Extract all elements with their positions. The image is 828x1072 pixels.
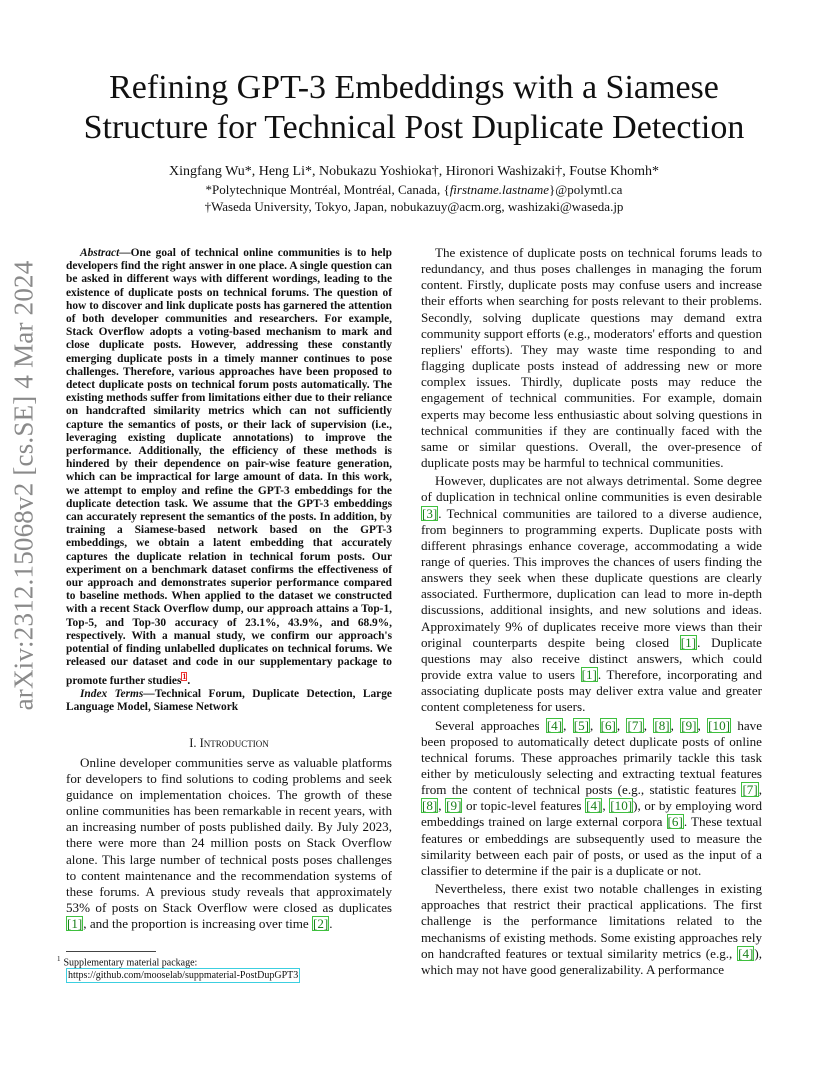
citation-link[interactable]: [5] (573, 717, 589, 733)
section-heading-introduction: I. Introduction (189, 736, 269, 750)
citation-link[interactable]: [1] (581, 667, 597, 683)
introduction-paragraph: Online developer communities serve as valuable platforms for developers to find solutions to coding problems and seek guidance on implementation choices. The growth of these online communities has been remarkable in recent years, with an increasing number of posts published daily. By July 2023, there were more than 24 million posts on Stack Overflow alone. This large number of technical posts poses challenges to content maintenance and the recommendation systems of these forums. A previous study reveals that approximately 53% of posts on Stack Overflow were closed as duplicates [1], and the proportion is increasing over time [2]. (66, 755, 392, 931)
footnote-1-link[interactable]: 1 (182, 671, 187, 681)
citation-link[interactable]: [9] (681, 717, 697, 733)
paragraph-duplicate-problems: The existence of duplicate posts on technical forums leads to redundancy, and thus poses challenges in managing the forum content. Firstly, duplicate posts may confuse users and increase their efforts when searching for posts relevant to their problems. Secondly, solving duplicate questions may demand extra community support efforts (e.g., moderators' efforts and question repliers' efforts). They may waste time responding to and flagging duplicate posts instead of addressing new or more complex issues. Thirdly, duplicate posts may reduce the engagement of technical communities. For example, domain experts may become less enthusiastic about solving questions in technical communities if they are continually faced with the same or similar questions. Overall, the over-presence of duplicate posts may be harmful to technical communities. (421, 245, 762, 471)
citation-link[interactable]: [1] (67, 915, 83, 931)
arxiv-sidebar-stamp: arXiv:2312.15068v2 [cs.SE] 4 Mar 2024 (8, 260, 39, 710)
paragraph-challenges: Nevertheless, there exist two notable challenges in existing approaches that restrict their practical applications. The first challenge is the performance limitations related to the mechanisms of existing methods. Some existing approaches rely on handcrafted features or textual similarity metrics (e.g., [4]), which may not have good generalizability. A performance (421, 881, 762, 977)
citation-link[interactable]: [3] (422, 505, 438, 521)
footnote-marker: 1 (57, 955, 61, 963)
citation-link[interactable]: [4] (546, 717, 563, 733)
index-terms: Index Terms—Technical Forum, Duplicate Detection, Large Language Model, Siamese Network (66, 687, 392, 713)
supplementary-url-link[interactable]: https://github.com/mooselab/suppmaterial-PostDupGPT3 (68, 970, 299, 982)
footnote-1: $^1$ Supplementary material package: https://github.com/mooselab/suppmaterial-PostDupGPT3 (57, 955, 299, 982)
paper-title (60, 68, 768, 148)
citation-link[interactable]: [4] (586, 798, 602, 814)
citation-link[interactable]: [6] (600, 717, 616, 733)
right-column (421, 245, 762, 978)
paragraph-existing-approaches: Several approaches [4], [5], [6], [7], [8], [9], [10] have been proposed to automatically detect duplicate posts of online technical forums. These approaches primarily tackle this task either by meticulously selecting and extracting textual features from the content of technical posts (e.g., statistic features [7], [8], [9] or topic-level features [4], [10]), or by employing word embeddings trained on large external corpora [6]. These textual features or embeddings are subsequently used to measure the similarity between each pair of posts, or used as the input of a classifier to determine if the pair is a duplicate or not. (421, 717, 763, 878)
citation-link[interactable]: [7] (742, 782, 758, 798)
citation-link[interactable]: [2] (313, 915, 329, 931)
index-terms-label: Index Terms (80, 687, 144, 700)
citation-link[interactable]: [8] (654, 717, 670, 733)
affiliation-2: †Waseda University, Tokyo, Japan, nobukazuy@acm.org, washizaki@waseda.jp (204, 199, 624, 214)
abstract-body: Abstract—One goal of technical online communities is to help developers find the right answer in one place. A single question can be asked in different ways with different wordings, leading to the existence of duplicate posts on technical forums. The question of how to discover and link duplicate posts has garnered the attention of both developer communities and researchers. For example, Stack Overflow adopts a voting-based mechanism to mark and close duplicate posts. However, addressing these constantly emerging duplicate posts in a timely manner continues to pose challenges. Therefore, various approaches have been proposed to detect duplicate posts on technical forum posts automatically. The existing methods suffer from limitations either due to their reliance on handcrafted similarity metrics which can not sufficiently capture the semantics of posts, or their lack of supervision (i.e., leveraging existing duplicate annotations) to improve the performance. Additionally, the efficiency of these methods is hindered by their dependence on pair-wise feature generation, which can be impractical for large amount of data. In this work, we attempt to employ and refine the GPT-3 embeddings for the duplicate detection task. We assume that the GPT-3 embeddings can accurately represent the semantics of the posts. In addition, by training a Siamese-based network based on the GPT-3 embeddings, we obtain a latent embedding that accurately captures the duplicate relation in technical forum posts. Our experiment on a benchmark dataset confirms the effectiveness of our approach and demonstrates superior performance compared to baseline methods. When applied to the dataset we constructed with a recent Stack Overflow dump, our approach attains a Top-1, Top-5, and Top-30 accuracy of 23.1%, 43.9%, and 68.9%, respectively. With a manual study, we confirm our approach's potential of finding unlabelled duplicates on technical forums. We released our dataset and code in our supplementary package to promote further studies$^1$. (66, 247, 392, 687)
citation-link[interactable]: [10] (708, 717, 730, 733)
title-line-2: Structure for Technical Post Duplicate Detection (83, 109, 745, 146)
citation-link[interactable]: [10] (610, 798, 633, 814)
citation-link[interactable]: [8] (422, 798, 438, 814)
abstract-label: Abstract (80, 247, 120, 259)
citation-link[interactable]: [7] (627, 717, 643, 733)
citation-link[interactable]: [6] (667, 814, 683, 830)
citation-link[interactable]: [4] (738, 945, 754, 961)
paragraph-duplicate-benefits: However, duplicates are not always detrimental. Some degree of duplication in technical online communities is even desirable [3]. Technical communities are tailored to a diverse audience, from beginners to programming experts. Duplicate posts with different phrasings enhance coverage, accommodating a wide range of queries. This improves the chances of users finding the answers they seek when these duplicate questions are clearly associated. Furthermore, duplication can lead to more in-depth discussions, additional insights, and new solutions and ideas. Approximately 9% of duplicates receive more views than their original counterparts despite being closed [1]. Duplicate questions may also receive distinct answers, which could provide extra value to users [1]. Therefore, incorporating and associating duplicate posts may deliver extra value and greater content completeness for users. (421, 473, 762, 715)
citation-link[interactable]: [9] (446, 798, 462, 814)
citation-link[interactable]: [1] (680, 634, 697, 650)
affiliation-1: *Polytechnique Montréal, Montréal, Canada, {firstname.lastname}@polymtl.ca (205, 182, 623, 197)
footnote-rule (66, 951, 156, 952)
title-line-1: Refining GPT-3 Embeddings with a Siamese (109, 69, 719, 106)
abstract (66, 247, 392, 714)
author-list: Xingfang Wu*, Heng Li*, Nobukazu Yoshioka†, Hironori Washizaki†, Foutse Khomh* (168, 164, 660, 179)
